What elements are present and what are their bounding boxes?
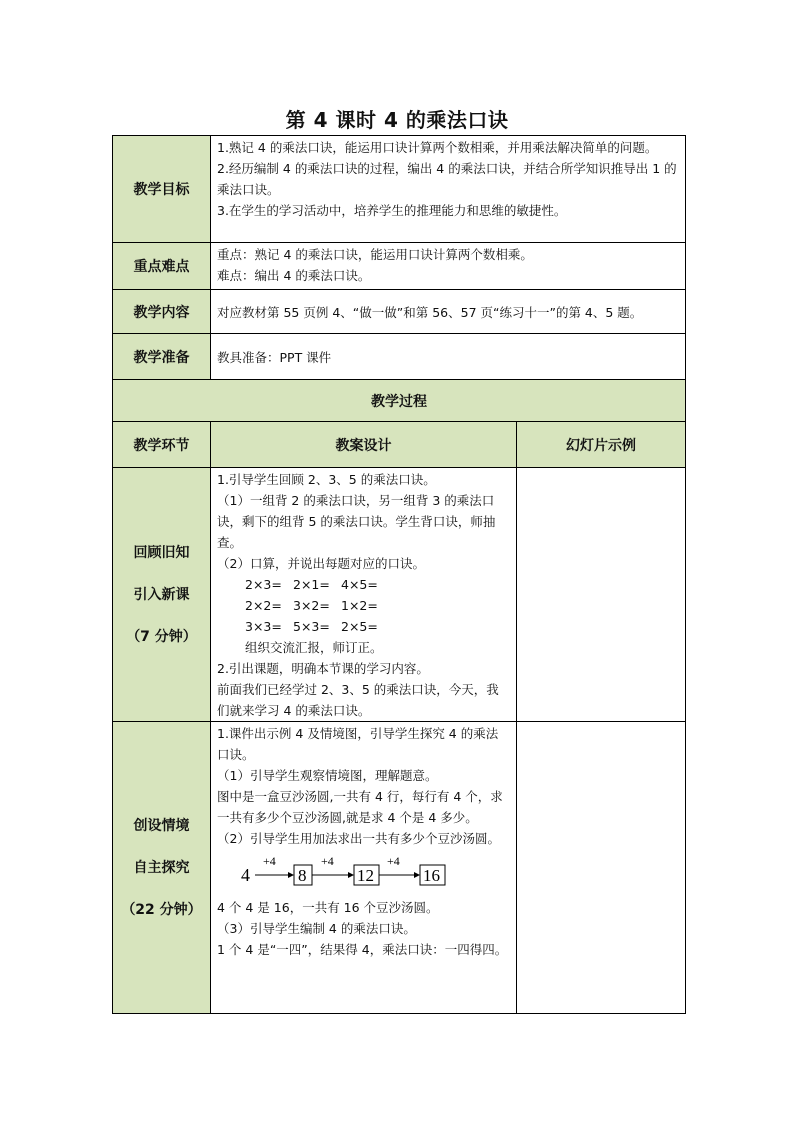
flow-step-label-2: +4 [321, 854, 334, 868]
label-prep: 教学准备 [113, 334, 211, 380]
calc-item: 2×3= [245, 577, 282, 592]
column-header-stage: 教学环节 [113, 422, 211, 468]
key-line: 难点：编出 4 的乘法口诀。 [217, 268, 371, 283]
calc-row [217, 574, 510, 595]
page-title: 第 4 课时 4 的乘法口诀 [285, 108, 509, 132]
calc-item: 1×2= [341, 598, 378, 613]
goal-line: 3.在学生的学习活动中，培养学生的推理能力和思维的敏捷性。 [217, 203, 567, 218]
stage-2-time: （22 分钟） [121, 901, 202, 918]
row-column-headers [113, 422, 686, 468]
calc-item: 2×2= [245, 598, 282, 613]
row-content [113, 290, 686, 334]
design-line: 1 个 4 是“一四”，结果得 4，乘法口诀：一四得四。 [217, 942, 508, 957]
calc-item: 3×3= [245, 619, 282, 634]
section-1-slides [517, 468, 686, 722]
label-goal: 教学目标 [113, 136, 211, 243]
key-line: 重点：熟记 4 的乘法口诀，能运用口诀计算两个数相乘。 [217, 247, 533, 262]
stage-2-line: 自主探究 [133, 859, 190, 876]
design-line: 组织交流汇报，师订正。 [245, 640, 383, 655]
design-line: 1.课件出示例 4 及情境图，引导学生探究 4 的乘法口诀。 [217, 726, 499, 762]
stage-2-line: 创设情境 [133, 817, 190, 834]
calc-item: 3×2= [293, 598, 330, 613]
key-content [211, 243, 686, 290]
column-header-slides: 幻灯片示例 [517, 422, 686, 468]
design-line: （2）口算，并说出每题对应的口诀。 [217, 556, 425, 571]
flow-box-2-value: 12 [357, 866, 374, 885]
label-content: 教学内容 [113, 290, 211, 334]
design-line: 前面我们已经学过 2、3、5 的乘法口诀，今天，我们就来学习 4 的乘法口诀。 [217, 682, 499, 718]
prep-text: 教具准备：PPT 课件 [211, 334, 686, 380]
stage-1-line: 回顾旧知 [133, 544, 190, 561]
column-header-design: 教案设计 [211, 422, 517, 468]
flow-step-label-1: +4 [263, 854, 276, 868]
calc-item: 5×3= [293, 619, 330, 634]
row-goal [113, 136, 686, 243]
label-key: 重点难点 [113, 243, 211, 290]
row-prep [113, 334, 686, 380]
design-line: （3）引导学生编制 4 的乘法口诀。 [217, 921, 416, 936]
calc-item: 2×5= [341, 619, 378, 634]
goal-line: 2.经历编制 4 的乘法口诀的过程，编出 4 的乘法口诀，并结合所学知识推导出 1 的乘法口诀。 [217, 161, 677, 197]
flow-start: 4 [241, 865, 250, 885]
design-line: 2.引出课题，明确本节课的学习内容。 [217, 661, 429, 676]
row-section-1 [113, 468, 686, 722]
flow-step-label-3: +4 [387, 854, 400, 868]
design-line: 图中是一盒豆沙汤圆,一共有 4 行，每行有 4 个，求一共有多少个豆沙汤圆,就是求 4 个是 4 多少。 [217, 789, 503, 825]
goal-content [211, 136, 686, 243]
section-1-design [211, 468, 517, 722]
calc-item: 4×5= [341, 577, 378, 592]
stage-2 [113, 722, 211, 1014]
flow-box-3-value: 16 [423, 866, 440, 885]
stage-1-time: （7 分钟） [126, 628, 197, 645]
row-process-title [113, 380, 686, 422]
calc-row [217, 616, 510, 637]
section-2-slides [517, 722, 686, 1014]
row-key [113, 243, 686, 290]
section-2-design [211, 722, 517, 1014]
design-line: （1）一组背 2 的乘法口诀，另一组背 3 的乘法口诀，剩下的组背 5 的乘法口诀。学生背口诀，师抽查。 [217, 493, 496, 550]
calc-row [217, 595, 510, 616]
content-text: 对应教材第 55 页例 4、“做一做”和第 56、57 页“练习十一”的第 4、5 题。 [211, 290, 686, 334]
design-line: （2）引导学生用加法求出一共有多少个豆沙汤圆。 [217, 831, 500, 846]
addition-flow-diagram [217, 851, 510, 895]
flow-box-1-value: 8 [298, 866, 307, 885]
stage-1 [113, 468, 211, 722]
row-section-2 [113, 722, 686, 1014]
addition-flow-svg [241, 853, 451, 893]
goal-line: 1.熟记 4 的乘法口诀，能运用口诀计算两个数相乘，并用乘法解决简单的问题。 [217, 140, 658, 155]
design-line: 4 个 4 是 16，一共有 16 个豆沙汤圆。 [217, 900, 439, 915]
calc-item: 2×1= [293, 577, 330, 592]
design-line: 1.引导学生回顾 2、3、5 的乘法口诀。 [217, 472, 436, 487]
stage-1-line: 引入新课 [133, 586, 190, 603]
process-title: 教学过程 [113, 380, 686, 422]
lesson-plan-table [112, 135, 686, 1014]
design-line: （1）引导学生观察情境图，理解题意。 [217, 768, 438, 783]
